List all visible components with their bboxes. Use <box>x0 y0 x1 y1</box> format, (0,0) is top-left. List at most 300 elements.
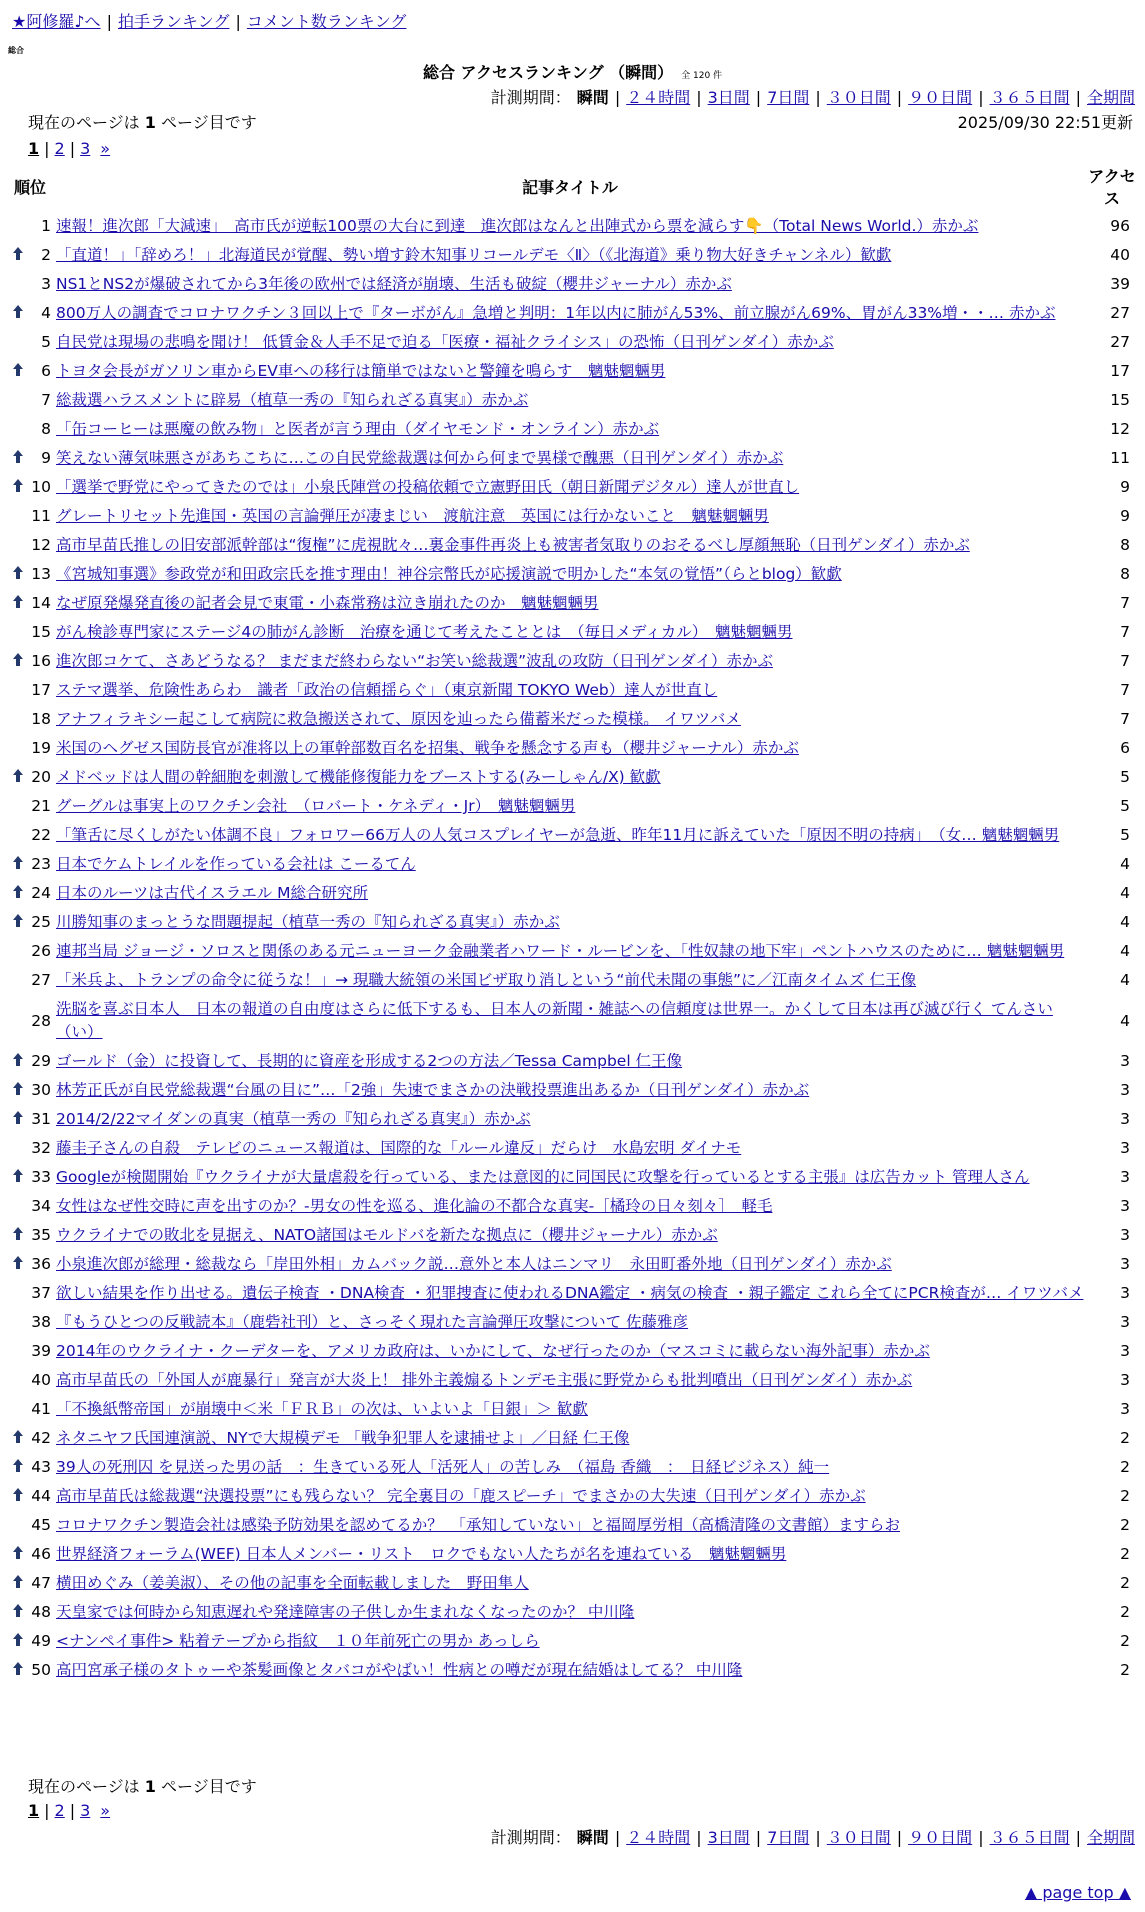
article-title-link[interactable]: Googleが検閲開始『ウクライナが大量虐殺を行っている、または意図的に同国民に攻撃を行っているとする主張』は広告カット 管理人さん <box>56 1168 1030 1186</box>
up-arrow-icon <box>13 1256 23 1269</box>
article-title-link[interactable]: 「米兵よ、トランプの命令に従うな！」→ 現職大統領の米国ビザ取り消しという“前代未聞の事態”に／江南タイムズ 仁王像 <box>56 971 917 989</box>
access-count: 3 <box>1120 1284 1130 1302</box>
trend-cell <box>8 966 28 995</box>
article-title-link[interactable]: 林芳正氏が自民党総裁選“台風の目に”…「2強」失速でまさかの決戦投票進出あるか（日刊ゲンダイ）赤かぶ <box>56 1081 810 1099</box>
period-current: 瞬間 <box>576 1828 609 1847</box>
nav-link-asyura[interactable]: ★阿修羅♪へ <box>12 12 101 31</box>
rank-number: 50 <box>31 1661 51 1679</box>
trend-cell <box>8 1076 28 1105</box>
table-row <box>8 995 1138 1047</box>
period-link-3d[interactable]: 3日間 <box>707 88 750 107</box>
access-count: 2 <box>1120 1516 1130 1534</box>
up-arrow-icon <box>13 856 23 869</box>
table-row <box>8 1076 1138 1105</box>
rank-number: 4 <box>41 304 51 322</box>
trend-cell <box>8 560 28 589</box>
trend-cell <box>8 705 28 734</box>
article-title-link[interactable]: グーグルは事実上のワクチン会社 （ロバート・ケネディ・Jr） 魑魅魍魎男 <box>56 797 576 815</box>
article-title-link[interactable]: NS1とNS2が爆破されてから3年後の欧州では経済が崩壊、生活も破綻（櫻井ジャーナル）赤かぶ <box>56 275 732 293</box>
trend-cell <box>8 386 28 415</box>
rank-number: 7 <box>41 391 51 409</box>
access-count: 3 <box>1120 1342 1130 1360</box>
access-count: 5 <box>1120 768 1130 786</box>
category-label: 総合 <box>8 46 24 55</box>
table-row <box>8 879 1138 908</box>
nav-link-comment-ranking[interactable]: コメント数ランキング <box>246 12 407 31</box>
table-row <box>8 966 1138 995</box>
up-arrow-icon <box>13 1575 23 1588</box>
article-title-link[interactable]: 欲しい結果を作り出せる。遺伝子検査 ・DNA検査 ・犯罪捜査に使われるDNA鑑定 ・病気の検査 ・親子鑑定 これら全てにPCR検査が… イワツバメ <box>56 1284 1084 1302</box>
rank-number: 31 <box>31 1110 51 1128</box>
rank-number: 14 <box>31 594 51 612</box>
page-title-text: 総合 アクセスランキング （瞬間） <box>422 63 674 82</box>
page-info-suffix: ページ目です <box>161 113 257 132</box>
table-row <box>8 299 1138 328</box>
table-row <box>8 357 1138 386</box>
rank-number: 24 <box>31 884 51 902</box>
rank-number: 16 <box>31 652 51 670</box>
title-cell <box>54 386 1086 415</box>
trend-cell <box>8 1627 28 1656</box>
rank-number: 47 <box>31 1574 51 1592</box>
article-title-link[interactable]: ステマ選挙、危険性あらわ 識者「政治の信頼揺らぐ」（東京新聞 TOKYO Web）達人が世直し <box>56 681 718 699</box>
article-title-link[interactable]: 「選挙で野党にやってきたのでは」小泉氏陣営の投稿依頼で立憲野田氏（朝日新聞デジタル）達人が世直し <box>56 478 800 496</box>
nav-separator: | <box>235 12 241 31</box>
pager-next[interactable]: » <box>100 139 111 158</box>
article-title-link[interactable]: なぜ原発爆発直後の記者会見で東電・小森常務は泣き崩れたのか 魑魅魍魎男 <box>56 594 599 612</box>
title-cell <box>54 212 1086 241</box>
up-arrow-icon <box>13 1111 23 1124</box>
rank-number: 1 <box>41 217 51 235</box>
rank-number: 36 <box>31 1255 51 1273</box>
article-title-link[interactable]: 日本でケムトレイルを作っている会社は こーるてん <box>56 855 416 873</box>
table-row <box>8 1337 1138 1366</box>
title-cell <box>54 705 1086 734</box>
page-info-prefix: 現在のページは <box>28 113 140 132</box>
title-cell <box>54 1163 1086 1192</box>
up-arrow-icon <box>13 1604 23 1617</box>
up-arrow-icon <box>13 479 23 492</box>
rank-number: 11 <box>31 507 51 525</box>
rank-number: 40 <box>31 1371 51 1389</box>
access-count: 4 <box>1120 971 1130 989</box>
rank-number: 39 <box>31 1342 51 1360</box>
access-count: 7 <box>1120 623 1130 641</box>
ranking-body <box>8 212 1138 1685</box>
period-link-30d[interactable]: ３０日間 <box>826 88 891 107</box>
article-title-link[interactable]: 総裁選ハラスメントに辟易（植草一秀の『知られざる真実』）赤かぶ <box>56 391 529 409</box>
title-cell <box>54 328 1086 357</box>
trend-cell <box>8 415 28 444</box>
article-title-link[interactable]: 高円宮承子様のタトゥーや茶髪画像とタバコがやばい！性病との噂だが現在結婚はしてる？ 中川隆 <box>56 1661 743 1679</box>
article-title-link[interactable]: 「缶コーヒーは悪魔の飲み物」と医者が言う理由（ダイヤモンド・オンライン）赤かぶ <box>56 420 660 438</box>
title-cell <box>54 1308 1086 1337</box>
page-info-prefix: 現在のページは <box>28 1777 140 1796</box>
title-cell <box>54 1453 1086 1482</box>
rank-number: 34 <box>31 1197 51 1215</box>
access-count: 2 <box>1120 1632 1130 1650</box>
trend-cell <box>8 995 28 1047</box>
access-count: 5 <box>1120 826 1130 844</box>
period-link-90d[interactable]: ９０日間 <box>908 1828 973 1847</box>
title-cell <box>54 589 1086 618</box>
period-link-24h[interactable]: ２４時間 <box>626 1828 691 1847</box>
article-title-link[interactable]: 速報！進次郎「大減速」 高市氏が逆転100票の大台に到達 進次郎はなんと出陣式から票を減らす👇（Total News World.）赤かぶ <box>56 217 979 235</box>
table-row <box>8 589 1138 618</box>
trend-cell <box>8 299 28 328</box>
access-count: 12 <box>1110 420 1130 438</box>
table-row <box>8 908 1138 937</box>
pager-next[interactable]: » <box>100 1801 111 1820</box>
rank-number: 17 <box>31 681 51 699</box>
access-count: 3 <box>1120 1226 1130 1244</box>
article-title-link[interactable]: 「直道！」「辞めろ！」北海道民が覚醒、勢い増す鈴木知事リコールデモ〈Ⅱ〉（《北海道》乗り物大好きチャンネル）歓歔 <box>56 246 892 264</box>
trend-cell <box>8 1221 28 1250</box>
period-link-90d[interactable]: ９０日間 <box>908 88 973 107</box>
trend-cell <box>8 1134 28 1163</box>
table-row <box>8 1511 1138 1540</box>
article-title-link[interactable]: 2014/2/22マイダンの真実（植草一秀の『知られざる真実』）赤かぶ <box>56 1110 531 1128</box>
table-row <box>8 1569 1138 1598</box>
up-arrow-icon <box>13 1459 23 1472</box>
article-title-link[interactable]: ウクライナでの敗北を見据え、NATO諸国はモルドバを新たな拠点に（櫻井ジャーナル）赤かぶ <box>56 1226 718 1244</box>
title-cell <box>54 879 1086 908</box>
up-arrow-icon <box>13 566 23 579</box>
period-link-3d[interactable]: 3日間 <box>707 1828 750 1847</box>
rank-number: 12 <box>31 536 51 554</box>
access-count: 11 <box>1110 449 1130 467</box>
access-count: 7 <box>1120 710 1130 728</box>
period-link-30d[interactable]: ３０日間 <box>826 1828 891 1847</box>
pagination-top: 1 | 2 | 3 » <box>28 139 111 158</box>
pager-current: 1 <box>28 1801 40 1820</box>
access-count: 2 <box>1120 1574 1130 1592</box>
table-row <box>8 1453 1138 1482</box>
rank-number: 41 <box>31 1400 51 1418</box>
table-row <box>8 1366 1138 1395</box>
access-count: 3 <box>1120 1313 1130 1331</box>
article-title-link[interactable]: 世界経済フォーラム(WEF) 日本人メンバー・リスト ロクでもない人たちが名を連ねている 魑魅魍魎男 <box>56 1545 787 1563</box>
rank-number: 2 <box>41 246 51 264</box>
article-title-link[interactable]: ゴールド（金）に投資して、長期的に資産を形成する2つの方法／Tessa Campbel 仁王像 <box>56 1052 683 1070</box>
pager-current: 1 <box>28 139 40 158</box>
table-row <box>8 850 1138 879</box>
up-arrow-icon <box>13 914 23 927</box>
trend-cell <box>8 618 28 647</box>
rank-number: 25 <box>31 913 51 931</box>
period-link-7d[interactable]: 7日間 <box>767 1828 810 1847</box>
article-title-link[interactable]: 女性はなぜ性交時に声を出すのか？-男女の性を巡る、進化論の不都合な真実-［橘玲の日々刻々］ 軽毛 <box>56 1197 773 1215</box>
article-title-link[interactable]: 2014年のウクライナ・クーデターを、アメリカ政府は、いかにして、なぜ行ったのか（マスコミに載らない海外記事）赤かぶ <box>56 1342 930 1360</box>
rank-number: 42 <box>31 1429 51 1447</box>
header-count: アクセス <box>1088 167 1136 208</box>
title-cell <box>54 676 1086 705</box>
access-count: 4 <box>1120 913 1130 931</box>
page-info-bottom <box>28 1776 257 1798</box>
article-title-link[interactable]: 高市早苗氏は総裁選“決選投票”にも残らない？ 完全裏目の「鹿スピーチ」でまさかの大失速（日刊ゲンダイ）赤かぶ <box>56 1487 866 1505</box>
trend-cell <box>8 763 28 792</box>
table-row <box>8 502 1138 531</box>
access-count: 4 <box>1120 884 1130 902</box>
page-info-number: 1 <box>144 1777 156 1796</box>
article-title-link[interactable]: 連邦当局 ジョージ・ソロスと関係のある元ニューヨーク金融業者ハワード・ルービンを、「性奴隷の地下牢」ペントハウスのために… 魑魅魍魎男 <box>56 942 1065 960</box>
article-title-link[interactable]: 《宮城知事選》参政党が和田政宗氏を推す理由！神谷宗幣氏が応援演説で明かした“本気の覚悟”（らとblog）歓歔 <box>56 565 842 583</box>
article-title-link[interactable]: 「不換紙幣帝国」が崩壊中＜米「ＦＲＢ」の次は、いよいよ「日銀」＞ 歓歔 <box>56 1400 588 1418</box>
rank-number: 38 <box>31 1313 51 1331</box>
rank-number: 8 <box>41 420 51 438</box>
access-count: 2 <box>1120 1603 1130 1621</box>
article-title-link[interactable]: 天皇家では何時から知恵遅れや発達障害の子供しか生まれなくなったのか？ 中川隆 <box>56 1603 635 1621</box>
table-row <box>8 1540 1138 1569</box>
trend-cell <box>8 1656 28 1685</box>
title-cell <box>54 1047 1086 1076</box>
rank-number: 5 <box>41 333 51 351</box>
trend-cell <box>8 1366 28 1395</box>
table-row <box>8 1163 1138 1192</box>
access-count: 3 <box>1120 1371 1130 1389</box>
access-count: 2 <box>1120 1487 1130 1505</box>
article-title-link[interactable]: 米国のヘグゼス国防長官が准将以上の軍幹部数百名を招集、戦争を懸念する声も（櫻井ジャーナル）赤かぶ <box>56 739 799 757</box>
trend-cell <box>8 937 28 966</box>
article-title-link[interactable]: <ナンペイ事件> 粘着テープから指紋 １０年前死亡の男か あっしら <box>56 1632 540 1650</box>
title-cell <box>54 241 1086 270</box>
pager-link-2[interactable]: 2 <box>54 139 65 158</box>
trend-cell <box>8 1511 28 1540</box>
article-title-link[interactable]: 進次郎コケて、さあどうなる？ まだまだ終わらない“お笑い総裁選”波乱の攻防（日刊ゲンダイ）赤かぶ <box>56 652 773 670</box>
rank-number: 9 <box>41 449 51 467</box>
title-cell <box>54 995 1086 1047</box>
rank-number: 49 <box>31 1632 51 1650</box>
trend-cell <box>8 328 28 357</box>
up-arrow-icon <box>13 1430 23 1443</box>
article-title-link[interactable]: 日本のルーツは古代イスラエル M総合研究所 <box>56 884 369 902</box>
access-count: 8 <box>1120 536 1130 554</box>
period-selector-top: 計測期間： 瞬間 | ２４時間 | 3日間 | 7日間 | ３０日間 | ９０日間 | ３６５日間 | 全期間 <box>490 88 1135 107</box>
trend-cell <box>8 444 28 473</box>
trend-cell <box>8 1395 28 1424</box>
period-link-365d[interactable]: ３６５日間 <box>989 1828 1070 1847</box>
article-title-link[interactable]: 小泉進次郎が総理・総裁なら「岸田外相」カムバック説…意外と本人はニンマリ 永田町番外地（日刊ゲンダイ）赤かぶ <box>56 1255 892 1273</box>
period-link-all[interactable]: 全期間 <box>1086 88 1135 107</box>
access-count: 7 <box>1120 652 1130 670</box>
article-title-link[interactable]: 39人の死刑囚 を見送った男の話 ：生きている死人「活死人」の苦しみ （福島 香織 ： 日経ビジネス）純一 <box>56 1458 830 1476</box>
access-count: 2 <box>1120 1429 1130 1447</box>
total-count: 全 120 件 <box>681 71 723 81</box>
title-cell <box>54 1511 1086 1540</box>
title-cell <box>54 1337 1086 1366</box>
title-cell <box>54 1569 1086 1598</box>
article-title-link[interactable]: トヨタ会長がガソリン車からEV車への移行は簡単ではないと警鐘を鳴らす 魑魅魍魎男 <box>56 362 666 380</box>
title-cell <box>54 1395 1086 1424</box>
article-title-link[interactable]: コロナワクチン製造会社は感染予防効果を認めてるか？ 「承知していない」と福岡厚労相（高橋清隆の文書館）ますらお <box>56 1516 900 1534</box>
rank-number: 37 <box>31 1284 51 1302</box>
article-title-link[interactable]: 横田めぐみ（姜美淑）、その他の記事を全面転載しました 野田隼人 <box>56 1574 529 1592</box>
up-arrow-icon <box>13 450 23 463</box>
table-row <box>8 1134 1138 1163</box>
trend-cell <box>8 1337 28 1366</box>
rank-number: 3 <box>41 275 51 293</box>
up-arrow-icon <box>13 305 23 318</box>
article-title-link[interactable]: ネタニヤフ氏国連演説、NYで大規模デモ 「戦争犯罪人を逮捕せよ」／日経 仁王像 <box>56 1429 630 1447</box>
table-row <box>8 1482 1138 1511</box>
access-count: 3 <box>1120 1400 1130 1418</box>
title-cell <box>54 1105 1086 1134</box>
table-row <box>8 705 1138 734</box>
header-title: 記事タイトル <box>522 178 618 197</box>
article-title-link[interactable]: 高市早苗氏の「外国人が鹿暴行」発言が大炎上！ 排外主義煽るトンデモ主張に野党からも批判噴出（日刊ゲンダイ）赤かぶ <box>56 1371 913 1389</box>
trend-cell <box>8 1250 28 1279</box>
access-count: 3 <box>1120 1110 1130 1128</box>
trend-cell <box>8 792 28 821</box>
title-cell <box>54 1279 1086 1308</box>
trend-cell <box>8 1192 28 1221</box>
table-row <box>8 1250 1138 1279</box>
title-cell <box>54 560 1086 589</box>
period-label: 計測期間： <box>490 1828 571 1847</box>
rank-number: 46 <box>31 1545 51 1563</box>
article-title-link[interactable]: 自民党は現場の悲鳴を聞け！ 低賃金＆人手不足で迫る「医療・福祉クライシス」の恐怖（日刊ゲンダイ）赤かぶ <box>56 333 834 351</box>
period-link-24h[interactable]: ２４時間 <box>626 88 691 107</box>
table-row <box>8 763 1138 792</box>
table-row <box>8 1598 1138 1627</box>
table-row <box>8 1395 1138 1424</box>
access-count: 27 <box>1110 304 1130 322</box>
rank-number: 15 <box>31 623 51 641</box>
page-info-top <box>28 112 257 134</box>
title-cell <box>54 270 1086 299</box>
access-count: 3 <box>1120 1255 1130 1273</box>
table-row <box>8 734 1138 763</box>
period-selector-bottom: 計測期間： 瞬間 | ２４時間 | 3日間 | 7日間 | ３０日間 | ９０日間 | ３６５日間 | 全期間 <box>490 1828 1135 1847</box>
article-title-link[interactable]: 洗脳を喜ぶ日本人 日本の報道の自由度はさらに低下するも、日本人の新聞・雑誌への信頼度は世界一。かくして日本は再び滅び行く てんさい（い） <box>56 1000 1053 1041</box>
table-row <box>8 1279 1138 1308</box>
access-count: 8 <box>1120 565 1130 583</box>
article-title-link[interactable]: 高市早苗氏推しの旧安部派幹部は“復権”に虎視眈々…裏金事件再炎上も被害者気取りのおそるべし厚顔無恥（日刊ゲンダイ）赤かぶ <box>56 536 970 554</box>
pager-link-3[interactable]: 3 <box>80 139 91 158</box>
table-row <box>8 1627 1138 1656</box>
nav-separator: | <box>106 12 112 31</box>
trend-cell <box>8 821 28 850</box>
access-count: 4 <box>1120 855 1130 873</box>
trend-cell <box>8 531 28 560</box>
up-arrow-icon <box>13 1633 23 1646</box>
rank-number: 13 <box>31 565 51 583</box>
table-row <box>8 444 1138 473</box>
table-row <box>8 1656 1138 1685</box>
table-row <box>8 937 1138 966</box>
rank-number: 21 <box>31 797 51 815</box>
title-cell <box>54 734 1086 763</box>
rank-number: 10 <box>31 478 51 496</box>
header-rank: 順位 <box>13 178 46 197</box>
up-arrow-icon <box>13 769 23 782</box>
title-cell <box>54 966 1086 995</box>
table-row <box>8 531 1138 560</box>
access-count: 2 <box>1120 1545 1130 1563</box>
title-cell <box>54 1366 1086 1395</box>
title-cell <box>54 1482 1086 1511</box>
period-link-365d[interactable]: ３６５日間 <box>989 88 1070 107</box>
access-count: 2 <box>1120 1661 1130 1679</box>
access-count: 3 <box>1120 1052 1130 1070</box>
title-cell <box>54 1134 1086 1163</box>
title-cell <box>54 647 1086 676</box>
article-title-link[interactable]: 「筆舌に尽くしがたい体調不良」フォロワー66万人の人気コスプレイヤーが急逝、昨年11月に訴えていた「原因不明の持病」 （女… 魑魅魍魎男 <box>56 826 1060 844</box>
article-title-link[interactable]: 川勝知事のまっとうな問題提起（植草一秀の『知られざる真実』）赤かぶ <box>56 913 560 931</box>
pager-link-2[interactable]: 2 <box>54 1801 65 1820</box>
article-title-link[interactable]: がん検診専門家にステージ4の肺がん診断 治療を通じて考えたこととは （毎日メディカル） 魑魅魍魎男 <box>56 623 793 641</box>
up-arrow-icon <box>13 1169 23 1182</box>
title-cell <box>54 908 1086 937</box>
article-title-link[interactable]: 笑えない薄気味悪さがあちこちに…この自民党総裁選は何から何まで異様で醜悪（日刊ゲンダイ）赤かぶ <box>56 449 784 467</box>
title-cell <box>54 1627 1086 1656</box>
access-count: 5 <box>1120 797 1130 815</box>
title-cell <box>54 357 1086 386</box>
rank-number: 48 <box>31 1603 51 1621</box>
period-link-all[interactable]: 全期間 <box>1086 1828 1135 1847</box>
trend-cell <box>8 1569 28 1598</box>
article-title-link[interactable]: グレートリセット先進国・英国の言論弾圧が凄まじい 渡航注意 英国には行かないこと 魑魅魍魎男 <box>56 507 769 525</box>
access-count: 7 <box>1120 681 1130 699</box>
page-info-number: 1 <box>144 113 156 132</box>
table-row <box>8 821 1138 850</box>
access-count: 6 <box>1120 739 1130 757</box>
trend-cell <box>8 676 28 705</box>
article-title-link[interactable]: 藤圭子さんの自殺 テレビのニュース報道は、国際的な「ルール違反」だらけ 水島宏明 ダイナモ <box>56 1139 742 1157</box>
period-label: 計測期間： <box>490 88 571 107</box>
table-row <box>8 647 1138 676</box>
access-count: 7 <box>1120 594 1130 612</box>
table-row <box>8 676 1138 705</box>
title-cell <box>54 1424 1086 1453</box>
table-row <box>8 560 1138 589</box>
title-cell <box>54 444 1086 473</box>
nav-link-clap-ranking[interactable]: 拍手ランキング <box>117 12 230 31</box>
title-cell <box>54 1192 1086 1221</box>
trend-cell <box>8 1163 28 1192</box>
access-count: 27 <box>1110 333 1130 351</box>
top-nav <box>12 10 406 34</box>
access-count: 3 <box>1120 1197 1130 1215</box>
title-cell <box>54 763 1086 792</box>
article-title-link[interactable]: メドベッドは人間の幹細胞を刺激して機能修復能力をブーストする(みーしゃん/X) 歓歔 <box>56 768 661 786</box>
up-arrow-icon <box>13 247 23 260</box>
table-row <box>8 241 1138 270</box>
trend-cell <box>8 850 28 879</box>
trend-cell <box>8 473 28 502</box>
article-title-link[interactable]: 『もうひとつの反戦読本』（鹿砦社刊）と、さっそく現れた言論弾圧攻撃について 佐藤雅彦 <box>56 1313 689 1331</box>
rank-number: 43 <box>31 1458 51 1476</box>
rank-number: 27 <box>31 971 51 989</box>
trend-cell <box>8 502 28 531</box>
table-row <box>8 1308 1138 1337</box>
rank-number: 33 <box>31 1168 51 1186</box>
trend-cell <box>8 589 28 618</box>
rank-number: 26 <box>31 942 51 960</box>
pager-link-3[interactable]: 3 <box>80 1801 91 1820</box>
trend-cell <box>8 879 28 908</box>
access-count: 39 <box>1110 275 1130 293</box>
period-link-7d[interactable]: 7日間 <box>767 88 810 107</box>
up-arrow-icon <box>13 1488 23 1501</box>
article-title-link[interactable]: アナフィラキシー起こして病院に救急搬送されて、原因を辿ったら備蓄米だった模様。 イワツバメ <box>56 710 741 728</box>
article-title-link[interactable]: 800万人の調査でコロナワクチン３回以上で『ターボがん』急増と判明：1年以内に肺がん53%、前立腺がん69%、胃がん33%増・・… 赤かぶ <box>56 304 1056 322</box>
trend-cell <box>8 647 28 676</box>
up-arrow-icon <box>13 1662 23 1675</box>
page-top-link[interactable]: ▲ page top ▲ <box>1024 1883 1131 1902</box>
page-top-link-wrap <box>1025 1882 1131 1904</box>
access-count: 17 <box>1110 362 1130 380</box>
